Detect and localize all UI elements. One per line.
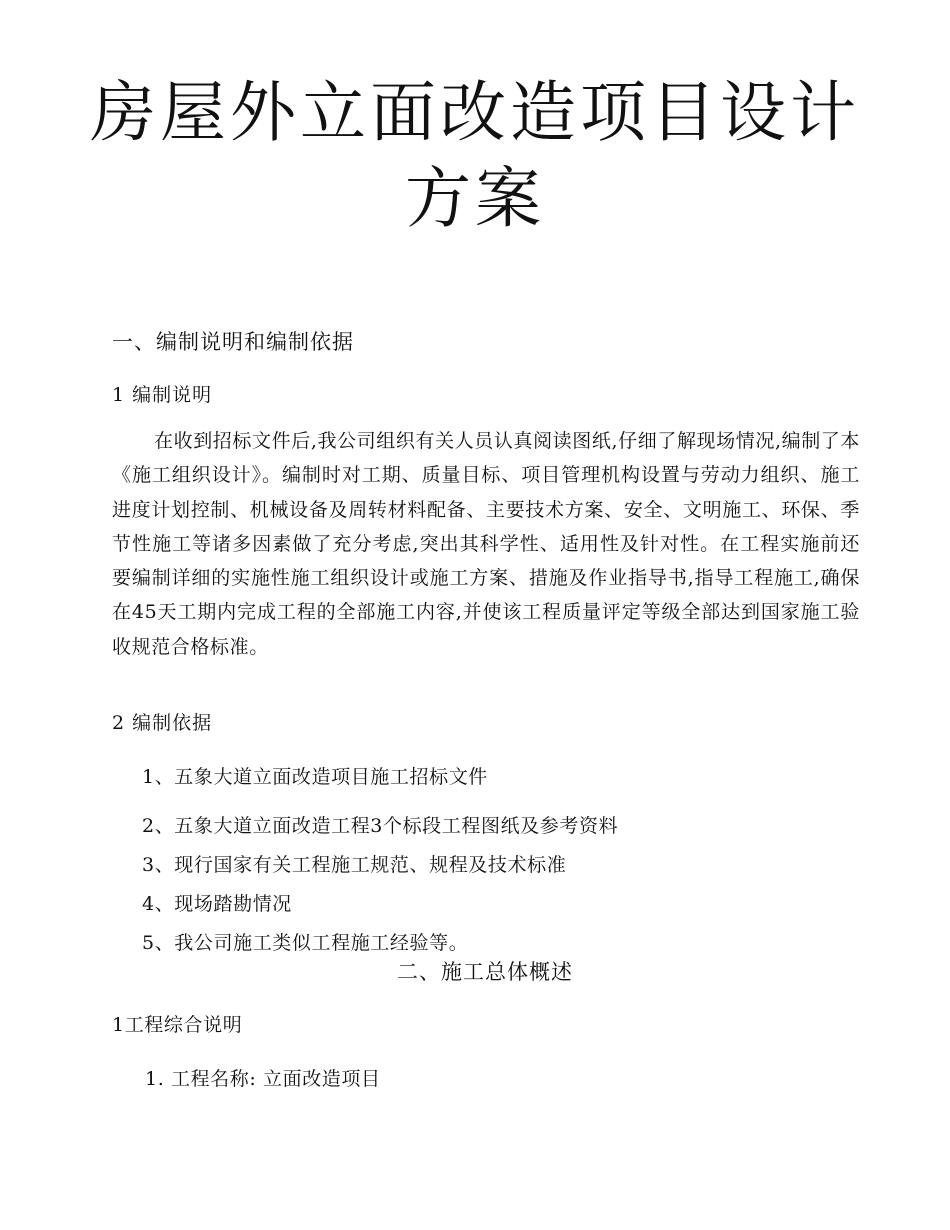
section2-heading: 二、施工总体概述 bbox=[397, 960, 573, 984]
section2-item-1: 1. 工程名称: 立面改造项目 bbox=[145, 1068, 381, 1090]
basis-item-2: 2、五象大道立面改造工程3个标段工程图纸及参考资料 bbox=[142, 815, 619, 837]
basis-item-3: 3、现行国家有关工程施工规范、规程及技术标准 bbox=[142, 854, 567, 876]
section1-heading: 一、编制说明和编制依据 bbox=[112, 330, 354, 354]
basis-item-4: 4、现场踏勘情况 bbox=[142, 893, 292, 915]
basis-item-5: 5、我公司施工类似工程施工经验等。 bbox=[142, 932, 469, 954]
document-title-line1: 房屋外立面改造项目设计 bbox=[90, 74, 860, 151]
section2-sub1-heading: 1工程综合说明 bbox=[112, 1014, 243, 1036]
basis-item-1: 1、五象大道立面改造项目施工招标文件 bbox=[142, 766, 488, 788]
section1-sub1-heading: 1 编制说明 bbox=[112, 384, 213, 406]
document-title-line2: 方案 bbox=[405, 160, 545, 237]
section1-sub2-heading: 2 编制依据 bbox=[112, 712, 213, 734]
section1-sub1-paragraph: 在收到招标文件后,我公司组织有关人员认真阅读图纸,仔细了解现场情况,编制了本《施工组织设计》。编制时对工期、质量目标、项目管理机构设置与劳动力组织、施工进度计划控制、机械设备及周转材料配备、主要技术方案、安全、文明施工、环保、季节性施工等诸多因素做了充分考虑,突出其科学性、适用性及针对性。在工程实施前还要编制详细的实施性施工组织设计或施工方案、措施及作业指导书,指导工程施工,确保在45天工期内完成工程的全部施工内容,并使该工程质量评定等级全部达到国家施工验收规范合格标准。 bbox=[112, 430, 860, 658]
